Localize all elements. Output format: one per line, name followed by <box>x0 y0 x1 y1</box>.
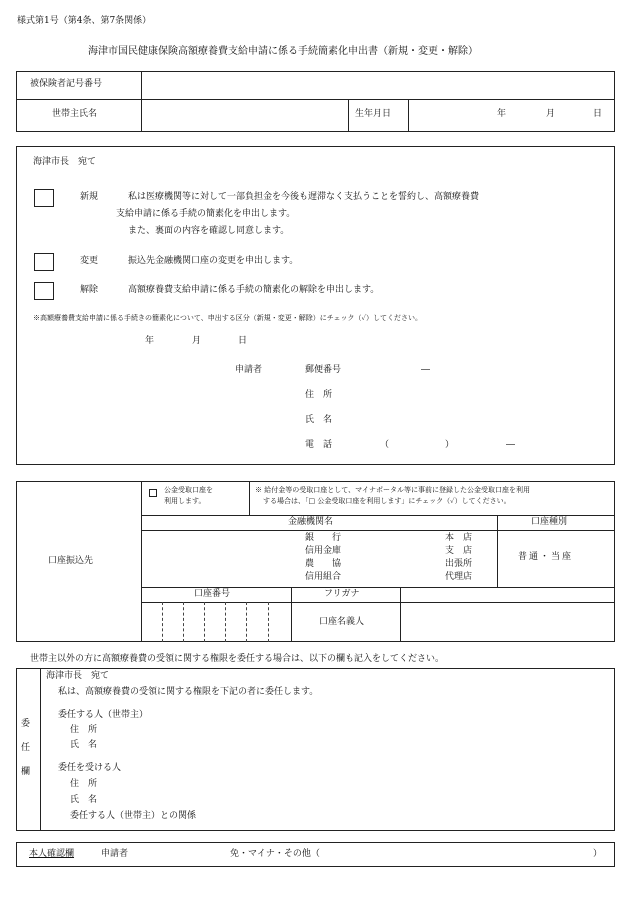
public-account-note-2: する場合は、「□ 公金受取口座を利用します」にチェック（✓）してください。 <box>263 497 511 505</box>
addressee: 海津市長 宛て <box>33 157 97 167</box>
form-number: 様式第1号（第4条、第7条関係） <box>17 16 152 26</box>
delegate-address-label: 住 所 <box>70 779 98 789</box>
identity-label: 本人確認欄 <box>29 849 75 859</box>
delegator-address-field[interactable] <box>110 723 600 737</box>
identity-close-paren: ） <box>593 849 603 859</box>
account-holder-label: 口座名義人 <box>319 617 365 627</box>
insured-number-label: 被保険者記号番号 <box>30 79 103 89</box>
delegation-side-2: 任 <box>21 743 31 753</box>
branch-type-main: 本 店 <box>445 533 473 543</box>
delegation-side-1: 委 <box>21 719 31 729</box>
phone-open-paren: （ <box>380 440 390 450</box>
birth-day-label: 日 <box>593 109 603 119</box>
branch-name-field[interactable] <box>360 531 440 586</box>
name-field[interactable] <box>360 412 600 430</box>
public-account-label-2: 利用します。 <box>164 497 206 505</box>
branch-type-branch: 支 店 <box>445 546 473 556</box>
institution-header: 金融機関名 <box>288 517 334 527</box>
furigana-header: フリガナ <box>324 589 360 599</box>
relation-field[interactable] <box>240 809 600 823</box>
branch-type-agency: 代理店 <box>445 572 473 582</box>
branch-type-office: 出張所 <box>445 559 473 569</box>
delegator-name-label: 氏 名 <box>70 740 98 750</box>
delegator-address-label: 住 所 <box>70 725 98 735</box>
postal-code-field[interactable] <box>360 362 600 380</box>
identity-other-field[interactable] <box>350 846 590 862</box>
delegation-intro: 世帯主以外の方に高額療養費の受領に関する権限を委任する場合は、以下の欄も記入をしてください。 <box>30 654 445 664</box>
phone-label: 電 話 <box>305 440 333 450</box>
account-type-value[interactable]: 普通・当座 <box>518 552 574 562</box>
public-account-checkbox[interactable] <box>149 489 157 497</box>
public-account-note-1: ※ 給付金等の受取口座として、マイナポータル等に事前に登録した公金受取口座を利用 <box>255 486 530 494</box>
new-checkbox[interactable] <box>34 189 54 207</box>
address-label: 住 所 <box>305 390 333 400</box>
form-title: 海津市国民健康保険高額療養費支給申請に係る手続簡素化申出書（新規・変更・解除） <box>88 46 478 57</box>
address-field[interactable] <box>360 387 600 405</box>
date-day-label: 日 <box>238 336 248 346</box>
public-account-label-1: 公金受取口座を <box>164 486 213 494</box>
bank-name-field[interactable] <box>142 531 302 586</box>
option-new-text-2: 支給申請に係る手続の簡素化を申出します。 <box>116 209 296 219</box>
option-change-label: 変更 <box>80 256 99 266</box>
delegate-title: 委任を受ける人 <box>58 763 122 773</box>
delegation-addressee: 海津市長 宛て <box>46 671 110 681</box>
postal-dash: ― <box>421 365 430 375</box>
phone-dash: ― <box>506 440 515 450</box>
inst-type-nokyo: 農 協 <box>305 559 342 569</box>
option-cancel-label: 解除 <box>80 285 99 295</box>
delegator-title: 委任する人（世帯主） <box>58 710 149 720</box>
postal-code-label: 郵便番号 <box>305 365 342 375</box>
option-change-text: 振込先金融機関口座の変更を申出します。 <box>128 256 299 266</box>
phone-close-paren: ） <box>445 440 455 450</box>
identity-methods[interactable]: 免・マイナ・その他（ <box>230 849 320 859</box>
birth-year-label: 年 <box>497 109 507 119</box>
delegator-name-field[interactable] <box>110 738 600 752</box>
cancel-checkbox[interactable] <box>34 282 54 300</box>
bank-section-label: 口座振込先 <box>48 556 94 566</box>
householder-name-field[interactable] <box>142 100 347 131</box>
delegate-name-field[interactable] <box>110 793 600 807</box>
delegation-statement: 私は、高額療養費の受領に関する権限を下記の者に委任します。 <box>58 687 319 697</box>
birthdate-label: 生年月日 <box>355 109 392 119</box>
birthdate-field[interactable] <box>409 100 614 131</box>
account-type-header: 口座種別 <box>531 517 568 527</box>
relation-label: 委任する人（世帯主）との関係 <box>70 811 197 821</box>
date-month-label: 月 <box>192 336 202 346</box>
date-year-label: 年 <box>145 336 155 346</box>
identity-applicant: 申請者 <box>101 849 129 859</box>
change-checkbox[interactable] <box>34 253 54 271</box>
furigana-field[interactable] <box>401 588 614 602</box>
inst-type-shinyo: 信用組合 <box>305 572 342 582</box>
option-new-label: 新規 <box>80 192 99 202</box>
account-holder-field[interactable] <box>401 603 614 641</box>
inst-type-shinkin: 信用金庫 <box>305 546 342 556</box>
option-new-text-3: また、裏面の内容を確認し同意します。 <box>128 226 290 236</box>
account-number-header: 口座番号 <box>194 589 231 599</box>
inst-type-bank: 銀 行 <box>305 533 342 543</box>
insured-number-field[interactable] <box>142 72 614 98</box>
applicant-label: 申請者 <box>235 365 263 375</box>
delegate-name-label: 氏 名 <box>70 795 98 805</box>
option-new-text: 私は医療機関等に対して一部負担金を今後も遅滞なく支払うことを誓約し、高額療養費 <box>128 192 480 202</box>
phone-field[interactable] <box>360 437 600 455</box>
birth-month-label: 月 <box>546 109 556 119</box>
option-cancel-text: 高額療養費支給申請に係る手続の簡素化の解除を申出します。 <box>128 285 380 295</box>
householder-name-label: 世帯主氏名 <box>52 109 98 119</box>
name-label: 氏 名 <box>305 415 333 425</box>
check-note: ※高額療養費支給申請に係る手続きの簡素化について、申出する区分（新規・変更・解除）にチェック（✓）してください。 <box>33 314 423 322</box>
delegation-side-3: 欄 <box>21 767 31 777</box>
delegate-address-field[interactable] <box>110 777 600 791</box>
